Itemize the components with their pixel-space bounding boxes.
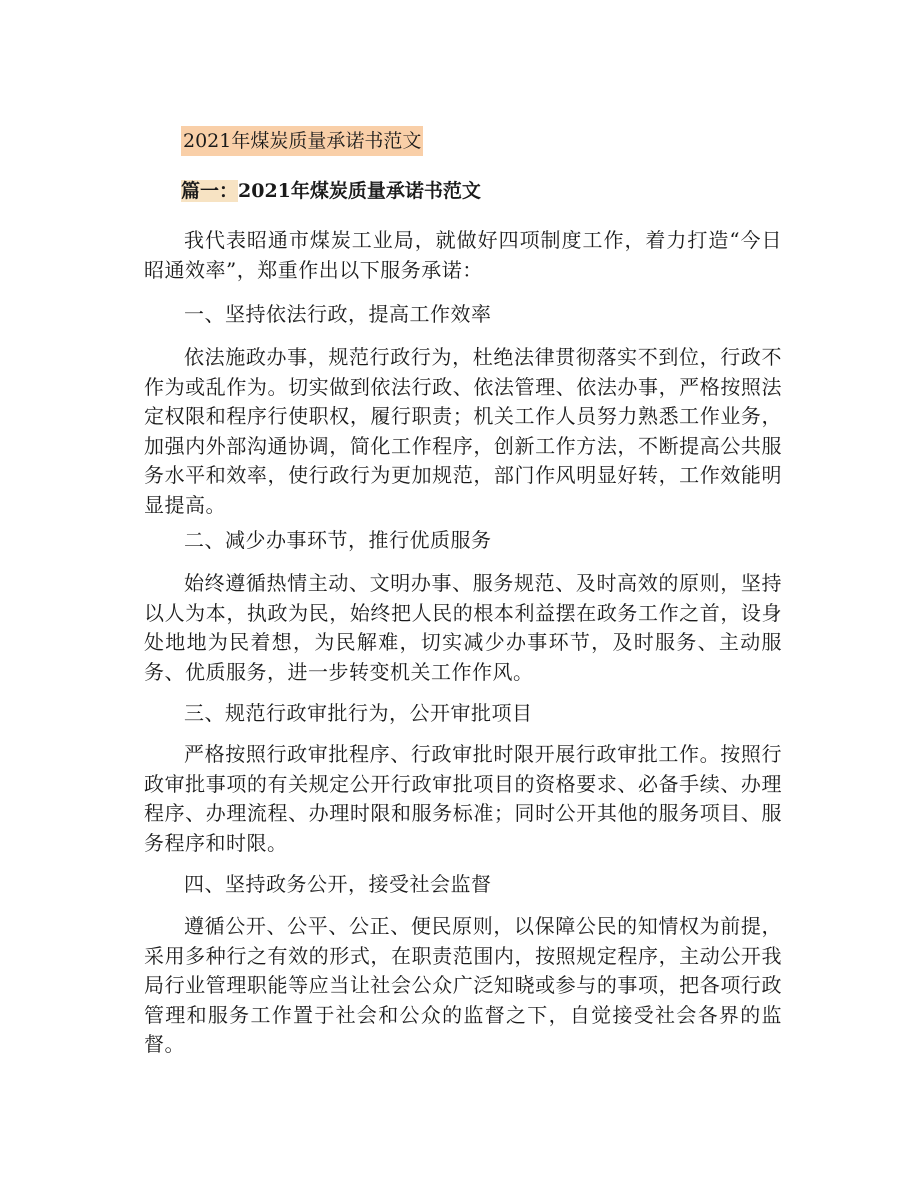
section-body-2: 始终遵循热情主动、文明办事、服务规范、及时高效的原则，坚持以人为本，执政为民，始终把人民的根本利益摆在政务工作之首，设身处地地为民着想，为民解难，切实减少办事环节，及时服务、主动服务、优质服务，进一步转变机关工作作风。 [144, 571, 782, 684]
section-heading-2: 二、减少办事环节，推行优质服务 [184, 528, 492, 552]
section-heading-3: 三、规范行政审批行为，公开审批项目 [184, 701, 533, 725]
section-body-4: 遵循公开、公平、公正、便民原则，以保障公民的知情权为前提，采用多种行之有效的形式，在职责范围内，按照规定程序，主动公开我局行业管理职能等应当让社会公众广泛知晓或参与的事项，把各项行政管理和服务工作置于社会和公众的监督之下，自觉接受社会各界的监督。 [144, 914, 782, 1056]
document-title: 2021年煤炭质量承诺书范文 [181, 126, 423, 156]
intro-paragraph: 我代表昭通市煤炭工业局，就做好四项制度工作，着力打造“今日昭通效率”，郑重作出以下服务承诺： [144, 228, 782, 282]
part-heading [181, 176, 481, 206]
section-heading-1: 一、坚持依法行政，提高工作效率 [184, 302, 492, 326]
part-heading-title: 2021年煤炭质量承诺书范文 [238, 180, 481, 202]
part-heading-prefix: 篇一： [181, 180, 239, 202]
section-body-3: 严格按照行政审批程序、行政审批时限开展行政审批工作。按照行政审批事项的有关规定公开行政审批项目的资格要求、必备手续、办理程序、办理流程、办理时限和服务标准；同时公开其他的服务项目、服务程序和时限。 [144, 742, 782, 855]
section-body-1: 依法施政办事，规范行政行为，杜绝法律贯彻落实不到位，行政不作为或乱作为。切实做到依法行政、依法管理、依法办事，严格按照法定权限和程序行使职权，履行职责；机关工作人员努力熟悉工作业务，加强内外部沟通协调，简化工作程序，创新工作方法，不断提高公共服务水平和效率，使行政行为更加规范，部门作风明显好转，工作效能明显提高。 [144, 345, 782, 517]
section-heading-4: 四、坚持政务公开，接受社会监督 [184, 872, 492, 896]
